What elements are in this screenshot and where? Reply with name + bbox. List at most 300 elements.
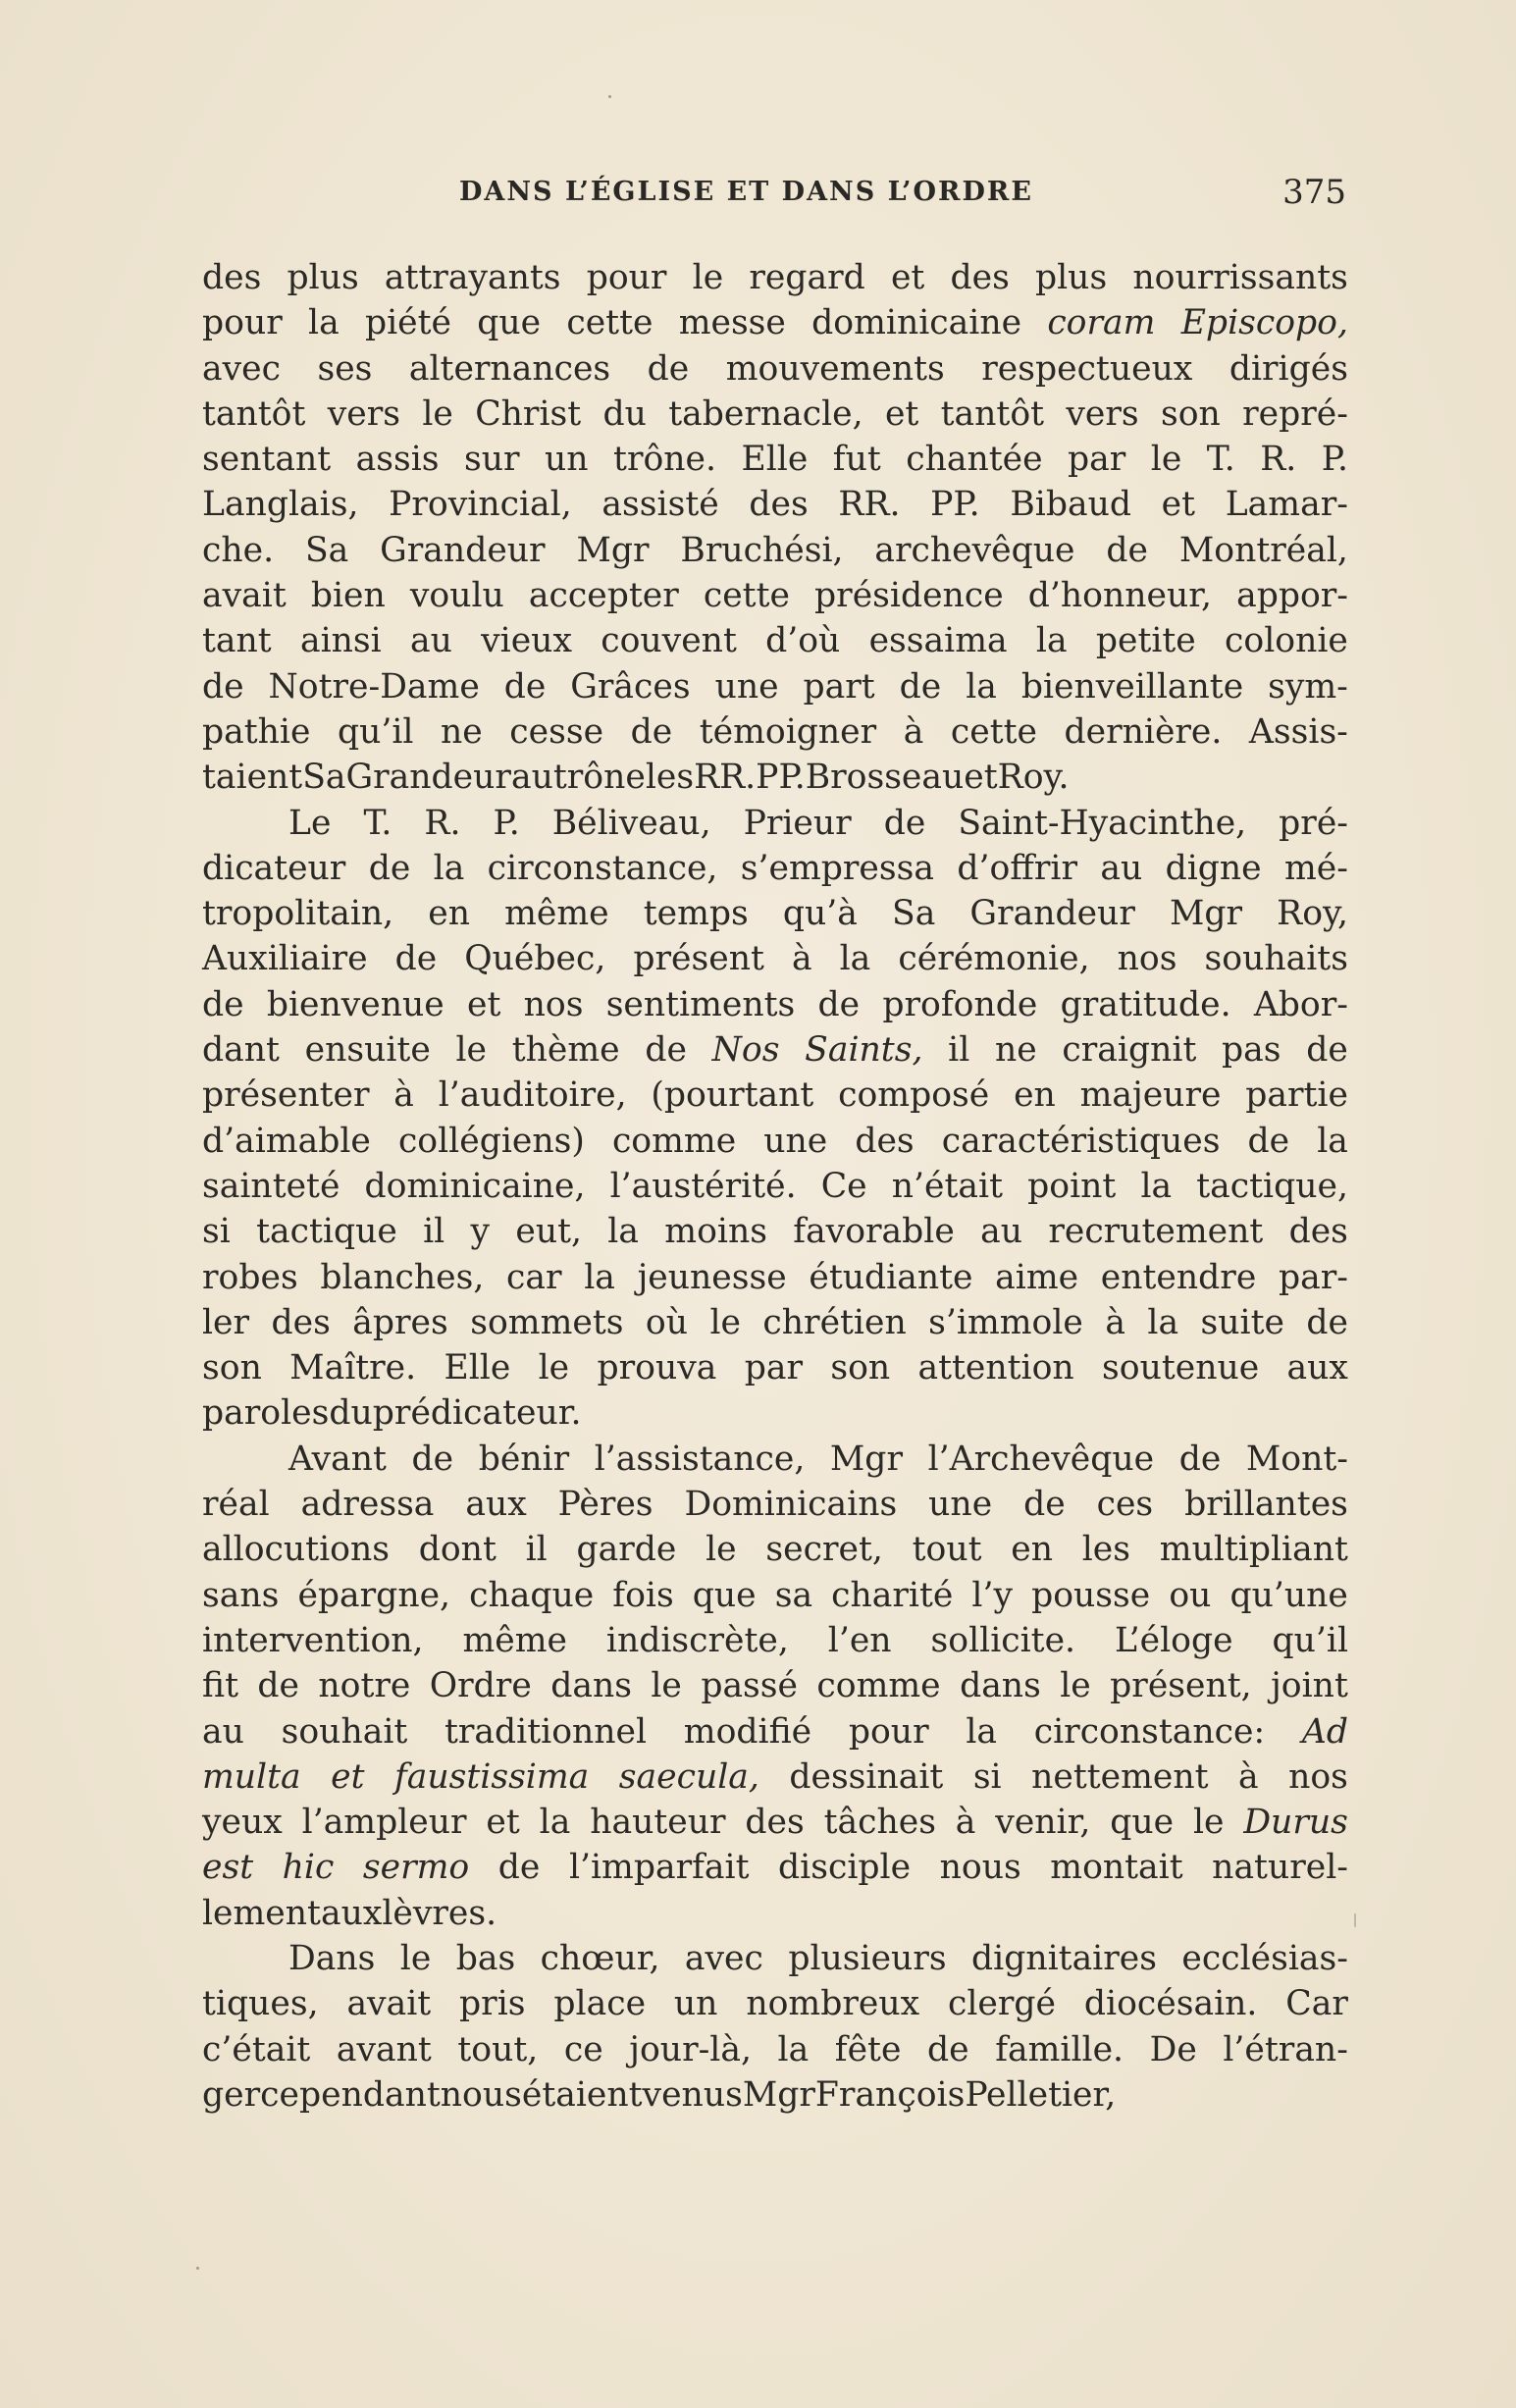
word: dirigés: [1228, 348, 1348, 389]
word: n’était: [891, 1166, 1003, 1206]
word: des: [1288, 1212, 1348, 1252]
word: présent: [633, 939, 764, 979]
text-line: [202, 1164, 1348, 1209]
word: les: [645, 758, 695, 798]
word: de: [1306, 1030, 1348, 1071]
word: des: [950, 258, 1010, 297]
word: le: [455, 1030, 488, 1071]
word: respectueux: [981, 348, 1193, 389]
word: charité: [831, 1575, 954, 1615]
word: collégiens): [397, 1121, 585, 1161]
word: R.: [424, 803, 461, 843]
word: plus: [287, 258, 359, 297]
word: le: [1150, 440, 1182, 480]
word: dessinait: [789, 1756, 944, 1797]
word: et: [890, 258, 925, 297]
word: paroles: [202, 1393, 330, 1434]
word: comme: [611, 1121, 737, 1161]
word: sentiments: [605, 984, 796, 1024]
word: des: [745, 1803, 805, 1843]
word: de: [1178, 1439, 1222, 1479]
word: multa: [202, 1756, 301, 1797]
word: si: [972, 1756, 1002, 1797]
word: vers: [327, 393, 400, 434]
word: naturel-: [1212, 1848, 1348, 1888]
word: circonstance,: [487, 848, 718, 888]
word: à: [791, 939, 812, 979]
word: lèvres.: [382, 1893, 497, 1933]
text-line: [202, 300, 1348, 345]
word: l’imparfait: [568, 1848, 750, 1888]
word: repré-: [1242, 393, 1348, 434]
word: sommets: [470, 1302, 624, 1342]
word: Episcopo,: [1180, 303, 1348, 343]
word: cette: [950, 711, 1037, 752]
word: la: [966, 666, 997, 707]
word: le: [709, 1302, 741, 1342]
word: sermo: [362, 1848, 470, 1888]
word: Durus: [1243, 1803, 1348, 1843]
word: joint: [1271, 1666, 1348, 1706]
word: chrétien: [762, 1302, 907, 1342]
word: tout,: [457, 2029, 539, 2069]
word: en: [1011, 1530, 1053, 1570]
word: Elle: [444, 1348, 511, 1388]
word: aux: [320, 1893, 383, 1933]
word: dans: [960, 1666, 1041, 1706]
word: fête: [834, 2029, 902, 2069]
text-line: [202, 1300, 1348, 1345]
word: Prieur: [743, 803, 852, 843]
text-line: [202, 709, 1348, 755]
word: de: [394, 939, 438, 979]
text-line: [202, 1981, 1348, 2026]
word: messe: [678, 303, 786, 343]
word: jeunesse: [637, 1257, 787, 1297]
word: la: [777, 2029, 810, 2069]
word: T.: [363, 803, 392, 843]
text-line: [202, 1754, 1348, 1800]
word: du: [329, 1393, 373, 1434]
text-line: [202, 1209, 1348, 1254]
word: par: [1068, 440, 1126, 480]
word: aime: [995, 1257, 1079, 1297]
word: même: [504, 894, 609, 934]
word: Roy.: [997, 758, 1070, 798]
paper-speck: [196, 2267, 199, 2270]
word: nettement: [1031, 1756, 1209, 1797]
word: Pelletier,: [965, 2074, 1117, 2115]
word: disciple: [778, 1848, 912, 1888]
word: colonie: [1225, 621, 1348, 661]
word: caractéristiques: [941, 1121, 1221, 1161]
text-line: [202, 936, 1348, 981]
word: Dans: [288, 1938, 376, 1978]
word: P.: [493, 803, 520, 843]
word: l’Archevêque: [927, 1439, 1155, 1479]
page-header: [206, 173, 1346, 216]
word: modifié: [683, 1711, 812, 1752]
word: mouvements: [725, 348, 945, 389]
word: réal: [202, 1485, 270, 1525]
text-line: [202, 346, 1348, 392]
word: Sa: [302, 758, 346, 798]
word: adressa: [300, 1485, 435, 1525]
word: pousse: [1031, 1575, 1151, 1615]
text-line: [202, 1709, 1348, 1754]
word: Mgr: [1169, 894, 1243, 934]
word: à: [1237, 1756, 1259, 1797]
word: point: [1027, 1166, 1117, 1206]
paragraph: [202, 1936, 1348, 2118]
word: Mont-: [1245, 1439, 1348, 1479]
word: sym-: [1268, 666, 1348, 707]
word: de: [1247, 1121, 1290, 1161]
word: de: [368, 848, 411, 888]
word: traditionnel: [444, 1711, 648, 1752]
word: pré-: [1279, 803, 1348, 843]
word: par-: [1278, 1257, 1348, 1297]
word: fut: [832, 440, 881, 480]
word: dignitaires: [971, 1938, 1157, 1978]
word: ses: [317, 348, 373, 389]
text-line: [202, 1573, 1348, 1618]
word: s’immole: [928, 1302, 1083, 1342]
word: robes: [202, 1257, 298, 1297]
text-line: [202, 392, 1348, 437]
text-line: [202, 1027, 1348, 1073]
word: nourrissants: [1132, 258, 1348, 297]
word: sainteté: [202, 1166, 340, 1206]
paper-speck: [1354, 1913, 1356, 1927]
word: le: [1060, 1666, 1091, 1706]
text-line: [202, 1345, 1348, 1390]
word: l’austérité.: [609, 1166, 797, 1206]
word: Notre-Dame: [268, 666, 480, 707]
word: bénir: [478, 1439, 570, 1479]
text-line: [202, 1800, 1348, 1845]
word: ou: [1169, 1575, 1212, 1615]
text-line: [202, 1437, 1348, 1482]
text-line: [202, 1618, 1348, 1663]
word: la: [1317, 1121, 1348, 1161]
word: ler: [202, 1302, 250, 1342]
word: ecclésias-: [1181, 1938, 1348, 1978]
word: l’assistance,: [594, 1439, 806, 1479]
word: accepter: [528, 576, 679, 616]
text-line: [202, 1527, 1348, 1572]
word: sa: [774, 1575, 813, 1615]
word: tropolitain,: [202, 894, 394, 934]
word: suite: [1200, 1302, 1284, 1342]
word: prouva: [597, 1348, 717, 1388]
word: présidence: [814, 576, 1004, 616]
word: RR.: [694, 758, 757, 798]
word: avant: [336, 2029, 432, 2069]
word: de: [630, 711, 673, 752]
word: Ad: [1301, 1711, 1348, 1752]
text-line: [202, 2072, 1348, 2118]
word: de: [503, 666, 547, 707]
word: ne: [994, 1030, 1037, 1071]
word: Pères: [557, 1485, 653, 1525]
word: vieux: [481, 621, 572, 661]
word: allocutions: [202, 1530, 390, 1570]
word: la: [1140, 1166, 1173, 1206]
word: le: [706, 1530, 737, 1570]
word: est: [202, 1848, 254, 1888]
word: une: [714, 666, 779, 707]
word: Roy,: [1277, 894, 1348, 934]
text-line: [202, 1073, 1348, 1118]
word: cette: [703, 576, 790, 616]
word: RR.: [838, 485, 901, 525]
word: regard: [749, 258, 865, 297]
word: cérémonie,: [898, 939, 1090, 979]
word: archevêque: [874, 530, 1075, 570]
word: taient: [202, 758, 303, 798]
word: jour-là,: [629, 2029, 752, 2069]
word: essaima: [868, 621, 1008, 661]
word: une: [763, 1121, 828, 1161]
word: du: [602, 393, 647, 434]
word: Nos: [711, 1030, 780, 1071]
word: dominicaine: [811, 303, 1022, 343]
word: bas: [455, 1938, 516, 1978]
word: bienvenue: [266, 984, 444, 1024]
text-line: [202, 891, 1348, 936]
word: (pourtant: [651, 1075, 814, 1116]
word: plusieurs: [788, 1938, 947, 1978]
word: François: [814, 2074, 966, 2115]
text-line: [202, 1255, 1348, 1300]
word: che.: [202, 530, 275, 570]
word: Mgr: [829, 1439, 903, 1479]
text-line: [202, 801, 1348, 846]
word: Montréal,: [1178, 530, 1348, 570]
word: PP.: [756, 758, 806, 798]
word: ces: [1096, 1485, 1154, 1525]
word: d’honneur,: [1027, 576, 1212, 616]
word: voulu: [409, 576, 504, 616]
word: bien: [310, 576, 386, 616]
word: au: [409, 621, 452, 661]
word: Elle: [741, 440, 809, 480]
word: notre: [318, 1666, 411, 1706]
word: d’aimable: [202, 1121, 371, 1161]
word: que: [692, 1575, 757, 1615]
word: ainsi: [299, 621, 382, 661]
word: attrayants: [384, 258, 561, 297]
text-line: [202, 1663, 1348, 1708]
word: ensuite: [304, 1030, 431, 1071]
word: cependant: [260, 2074, 441, 2115]
word: entendre: [1100, 1257, 1257, 1297]
word: y: [470, 1212, 491, 1252]
word: avec: [202, 348, 281, 389]
word: à: [903, 711, 924, 752]
word: alternances: [408, 348, 611, 389]
word: une: [928, 1485, 993, 1525]
word: d’où: [765, 621, 841, 661]
word: Brosseau: [805, 758, 965, 798]
word: circonstance:: [1033, 1711, 1266, 1752]
word: coram: [1047, 303, 1156, 343]
word: pour: [202, 303, 283, 343]
word: hauteur: [590, 1803, 726, 1843]
word: Bibaud: [1010, 485, 1131, 525]
word: qu’il: [1272, 1620, 1348, 1660]
word: De: [1149, 2029, 1197, 2069]
word: trône.: [613, 440, 717, 480]
text-line: [202, 528, 1348, 573]
word: Provincial,: [389, 485, 572, 525]
word: nombreux: [746, 1984, 920, 2024]
word: Langlais,: [202, 485, 359, 525]
word: mé-: [1283, 848, 1348, 888]
word: part: [803, 666, 875, 707]
word: P.: [1321, 440, 1348, 480]
word: et: [964, 758, 998, 798]
word: à: [393, 1075, 414, 1116]
paper-speck: [608, 95, 611, 98]
text-line: [202, 437, 1348, 482]
word: Québec,: [464, 939, 606, 979]
word: Saints,: [805, 1030, 923, 1071]
word: fit: [202, 1666, 238, 1706]
word: car: [506, 1257, 562, 1297]
word: étudiante: [809, 1257, 973, 1297]
body-text: [202, 255, 1348, 2118]
word: tantôt: [940, 393, 1045, 434]
word: Assis-: [1248, 711, 1348, 752]
word: de: [817, 984, 861, 1024]
word: dans: [550, 1666, 632, 1706]
word: qu’une: [1229, 1575, 1348, 1615]
word: Maître.: [289, 1348, 417, 1388]
word: comme: [816, 1666, 941, 1706]
word: de: [883, 803, 926, 843]
word: de: [647, 348, 690, 389]
word: majeure: [1079, 1075, 1222, 1116]
word: de: [411, 1439, 454, 1479]
word: pour: [848, 1711, 929, 1752]
text-line: [202, 664, 1348, 709]
word: Sa: [304, 530, 349, 570]
word: L’éloge: [1114, 1620, 1233, 1660]
word: au: [980, 1212, 1023, 1252]
word: il: [525, 1530, 548, 1570]
word: l’y: [971, 1575, 1014, 1615]
word: à: [1105, 1302, 1125, 1342]
word: en: [1014, 1075, 1056, 1116]
word: dont: [418, 1530, 497, 1570]
word: T.: [1206, 440, 1235, 480]
word: piété: [364, 303, 451, 343]
word: R.: [1260, 440, 1297, 480]
word: nous: [440, 2074, 522, 2115]
word: de: [1106, 530, 1148, 570]
word: ger: [202, 2074, 261, 2115]
word: pris: [459, 1984, 526, 2024]
word: l’auditoire,: [438, 1075, 627, 1116]
word: composé: [838, 1075, 990, 1116]
word: place: [553, 1984, 647, 2024]
word: à: [955, 1803, 976, 1843]
word: s’empressa: [740, 848, 935, 888]
word: dant: [202, 1030, 280, 1071]
word: l’étran-: [1223, 2029, 1348, 2069]
word: PP.: [930, 485, 980, 525]
word: trône: [552, 758, 646, 798]
word: sans: [202, 1575, 280, 1615]
word: dernière.: [1064, 711, 1223, 752]
text-line: [202, 1482, 1348, 1527]
page-number: 375: [1282, 173, 1346, 212]
word: par: [744, 1348, 803, 1388]
word: chaque: [469, 1575, 595, 1615]
paragraph: [202, 1437, 1348, 1936]
word: craignit: [1062, 1030, 1197, 1071]
word: favorable: [793, 1212, 955, 1252]
word: que: [477, 303, 542, 343]
word: le: [1192, 1803, 1225, 1843]
word: des: [271, 1302, 331, 1342]
word: la: [839, 939, 871, 979]
word: clergé: [947, 1984, 1056, 2024]
word: attention: [917, 1348, 1074, 1388]
word: secret,: [765, 1530, 883, 1570]
word: pour: [586, 258, 667, 297]
word: Béliveau,: [551, 803, 711, 843]
word: que: [1110, 1803, 1175, 1843]
word: le: [399, 1938, 432, 1978]
word: Saint-Hyacinthe,: [958, 803, 1247, 843]
word: dicateur: [202, 848, 346, 888]
word: venir,: [995, 1803, 1091, 1843]
word: la: [433, 848, 465, 888]
word: gratitude.: [1060, 984, 1231, 1024]
text-line: [202, 846, 1348, 891]
word: profonde: [882, 984, 1038, 1024]
word: témoigner: [699, 711, 877, 752]
word: de: [927, 2029, 969, 2069]
word: l’en: [827, 1620, 892, 1660]
word: âpres: [352, 1302, 448, 1342]
word: multipliant: [1159, 1530, 1348, 1570]
word: la: [308, 303, 340, 343]
word: étaient: [521, 2074, 643, 2115]
word: et: [486, 1803, 520, 1843]
word: de: [202, 666, 244, 707]
word: assis: [355, 440, 440, 480]
word: famille.: [995, 2029, 1124, 2069]
word: aux: [1286, 1348, 1348, 1388]
word: Ce: [820, 1166, 867, 1206]
word: Abor-: [1253, 984, 1348, 1024]
word: présenter: [202, 1075, 370, 1116]
word: sentant: [202, 440, 332, 480]
word: temps: [643, 894, 749, 934]
word: de: [1023, 1485, 1066, 1525]
word: brillantes: [1184, 1485, 1348, 1525]
word: Sa: [892, 894, 936, 934]
word: diocésain.: [1083, 1984, 1258, 2024]
word: la: [607, 1212, 639, 1252]
word: nos: [1117, 939, 1177, 979]
word: et: [331, 1756, 365, 1797]
word: appor-: [1236, 576, 1348, 616]
